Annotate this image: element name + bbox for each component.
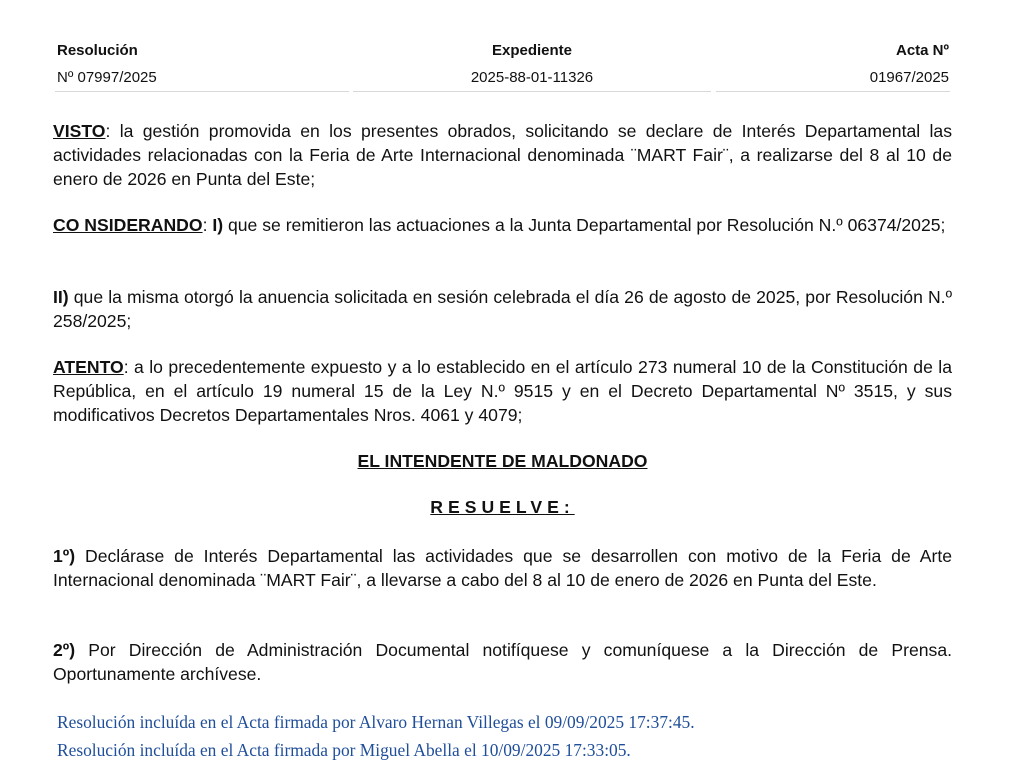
- acta-value: 01967/2025: [869, 69, 949, 86]
- expediente-label: Expediente: [491, 42, 573, 59]
- expediente-field: [352, 42, 712, 86]
- signature-line: Resolución incluída en el Acta firmada por Miguel Abella el 10/09/2025 17:33:05.: [57, 740, 631, 760]
- visto-paragraph: [53, 119, 952, 191]
- intendente-heading: EL INTENDENTE DE MALDONADO: [357, 451, 648, 471]
- header-divider: [716, 91, 950, 92]
- considerando-i-marker: I): [212, 215, 224, 235]
- resuelve-heading: RESUELVE:: [430, 497, 575, 517]
- resuelve-item-marker: 1º): [53, 546, 76, 566]
- considerando-ii-text: que la misma otorgó la anuencia solicitada en sesión celebrada el día 26 de agosto de 2025, por Resolución N.º 258/2025;: [53, 287, 952, 331]
- resolucion-label: Resolución: [57, 42, 138, 59]
- resuelve-item-text: Declárase de Interés Departamental las actividades que se desarrollen con motivo de la Feria de Arte Internacional denominada ¨MART Fair¨, a llevarse a cabo del 8 al 10 de enero de 2026 en Punta del Este.: [53, 546, 952, 590]
- atento-text: : a lo precedentemente expuesto y a lo establecido en el artículo 273 numeral 10 de la Constitución de la República, en el artículo 19 numeral 15 de la Ley N.º 9515 y en el Decreto Departamental Nº 3515, y sus modificativos Decretos Departamentales Nros. 4061 y 4079;: [53, 357, 952, 425]
- considerando-paragraph: [53, 213, 952, 237]
- acta-field: [716, 42, 949, 86]
- resolucion-field: [57, 42, 347, 86]
- atento-label: ATENTO: [53, 357, 124, 377]
- considerando-colon: :: [202, 215, 213, 235]
- signature-line: Resolución incluída en el Acta firmada por Alvaro Hernan Villegas el 09/09/2025 17:37:45.: [57, 712, 695, 732]
- expediente-value: 2025-88-01-11326: [470, 69, 594, 86]
- atento-paragraph: [53, 355, 952, 427]
- header-divider: [55, 91, 349, 92]
- considerando-label: CO NSIDERANDO: [53, 215, 203, 235]
- considerando-ii-paragraph: [53, 285, 952, 333]
- visto-label: VISTO: [53, 121, 106, 141]
- header-divider: [353, 91, 711, 92]
- resuelve-item-1: [53, 544, 952, 592]
- visto-text: : la gestión promovida en los presentes obrados, solicitando se declare de Interés Departamental las actividades relacionadas con la Feria de Arte Internacional denominada ¨MART Fair¨, a realizarse del 8 al 10 de enero de 2026 en Punta del Este;: [53, 121, 952, 189]
- resuelve-item-marker: 2º): [53, 640, 76, 660]
- acta-label: Acta Nº: [896, 42, 949, 59]
- resuelve-item-2: [53, 638, 952, 686]
- resuelve-item-text: Por Dirección de Administración Documental notifíquese y comuníquese a la Dirección de Prensa. Oportunamente archívese.: [53, 640, 952, 684]
- resolucion-value: Nº 07997/2025: [57, 69, 157, 86]
- considerando-ii-marker: II): [53, 287, 69, 307]
- considerando-i-text: que se remitieron las actuaciones a la Junta Departamental por Resolución N.º 06374/2025;: [223, 215, 946, 235]
